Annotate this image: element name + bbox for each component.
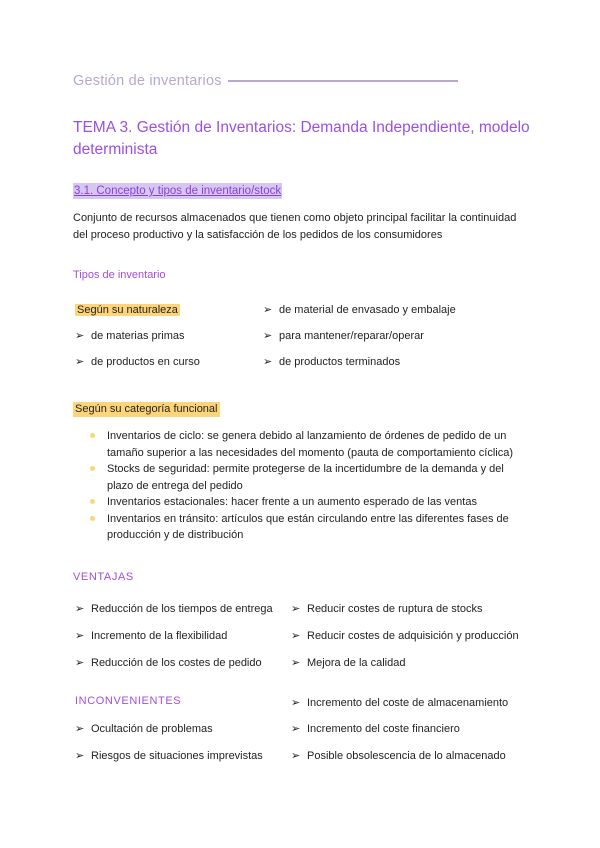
inconvenientes-left-text: Ocultación de problemas (91, 723, 213, 735)
list-item (90, 428, 530, 461)
naturaleza-label (75, 302, 180, 318)
arrow-icon: ➢ (291, 750, 301, 762)
arrow-icon: ➢ (75, 657, 85, 669)
ventajas-right-item (291, 601, 482, 617)
section-intro: Conjunto de recursos almacenados que tienen como objeto principal facilitar la continuidad del proceso productivo y la satisfacción de los pedidos de los consumidores (73, 212, 517, 241)
naturaleza-label-text: Según su naturaleza (77, 304, 178, 316)
inconvenientes-left-item (75, 748, 263, 764)
arrow-icon: ➢ (75, 356, 85, 368)
tipos-right-item (263, 328, 424, 344)
list-item (90, 511, 530, 544)
tipos-right-text: de material de envasado y embalaje (279, 304, 456, 316)
tipos-left-text: de materias primas (91, 330, 185, 342)
ventajas-right-text: Reducir costes de adquisición y producción (307, 630, 519, 642)
tipos-heading: Tipos de inventario (73, 269, 166, 281)
ventajas-left-text: Reducción de los costes de pedido (91, 657, 262, 669)
bullet-dot-icon (90, 433, 95, 438)
bullet-dot-icon (90, 466, 95, 471)
ventajas-left-item (75, 655, 262, 671)
bullet-dot-icon (90, 499, 95, 504)
categoria-list (90, 428, 530, 544)
arrow-icon: ➢ (291, 657, 301, 669)
ventajas-heading: VENTAJAS (73, 571, 134, 583)
inconvenientes-right-text: Incremento del coste de almacenamiento (307, 697, 509, 709)
arrow-icon: ➢ (75, 723, 85, 735)
inconvenientes-left-text: Riesgos de situaciones imprevistas (91, 750, 263, 762)
list-item-text: Inventarios en tránsito: artículos que están circulando entre las diferentes fases de producción y de distribución (107, 512, 509, 541)
ventajas-right-text: Reducir costes de ruptura de stocks (307, 603, 483, 615)
arrow-icon: ➢ (75, 750, 85, 762)
ventajas-right-item (291, 655, 405, 671)
arrow-icon: ➢ (291, 603, 301, 615)
tipos-left-item (75, 328, 185, 344)
arrow-icon: ➢ (75, 330, 85, 342)
categoria-label: Según su categoría funcional (75, 403, 218, 415)
page-title: TEMA 3. Gestión de Inventarios: Demanda Independiente, modelo determinista (73, 119, 530, 158)
tipos-left-text: de productos en curso (91, 356, 200, 368)
header-divider (228, 80, 458, 82)
inconvenientes-right-item (291, 748, 506, 764)
running-header (73, 71, 473, 91)
arrow-icon: ➢ (75, 630, 85, 642)
arrow-icon: ➢ (291, 630, 301, 642)
inconvenientes-right-item (291, 695, 508, 711)
tipos-right-text: de productos terminados (279, 356, 401, 368)
ventajas-left-item (75, 628, 227, 644)
list-item-text: Stocks de seguridad: permite protegerse de la incertidumbre de la demanda y del plazo de entrega del pedido (107, 463, 504, 492)
inconvenientes-right-text: Posible obsolescencia de lo almacenado (307, 750, 506, 762)
ventajas-left-text: Reducción de los tiempos de entrega (91, 603, 273, 615)
arrow-icon: ➢ (75, 603, 85, 615)
inconvenientes-left-item (75, 721, 213, 737)
list-item (90, 494, 530, 511)
arrow-icon: ➢ (263, 356, 273, 368)
tipos-left-item (75, 354, 200, 370)
arrow-icon: ➢ (291, 723, 301, 735)
list-item-text: Inventarios de ciclo: se genera debido al lanzamiento de órdenes de pedido de un tamaño superior a las necesidades del momento (pauta de comportamiento cíclica) (107, 430, 513, 459)
inconvenientes-heading: INCONVENIENTES (75, 695, 182, 707)
tipos-right-item (263, 354, 400, 370)
tipos-right-item (263, 302, 456, 318)
arrow-icon: ➢ (263, 330, 273, 342)
list-item-text: Inventarios estacionales: hacer frente a un aumento esperado de las ventas (107, 496, 477, 508)
section-heading: 3.1. Concepto y tipos de inventario/stock (74, 185, 282, 197)
ventajas-right-item (291, 628, 519, 644)
arrow-icon: ➢ (263, 304, 273, 316)
ventajas-left-item (75, 601, 273, 617)
arrow-icon: ➢ (291, 697, 301, 709)
header-title: Gestión de inventarios (73, 73, 222, 89)
bullet-dot-icon (90, 516, 95, 521)
list-item (90, 461, 530, 494)
ventajas-right-text: Mejora de la calidad (307, 657, 406, 669)
inconvenientes-right-text: Incremento del coste financiero (307, 723, 460, 735)
tipos-right-text: para mantener/reparar/operar (279, 330, 424, 342)
inconvenientes-right-item (291, 721, 460, 737)
ventajas-left-text: Incremento de la flexibilidad (91, 630, 228, 642)
